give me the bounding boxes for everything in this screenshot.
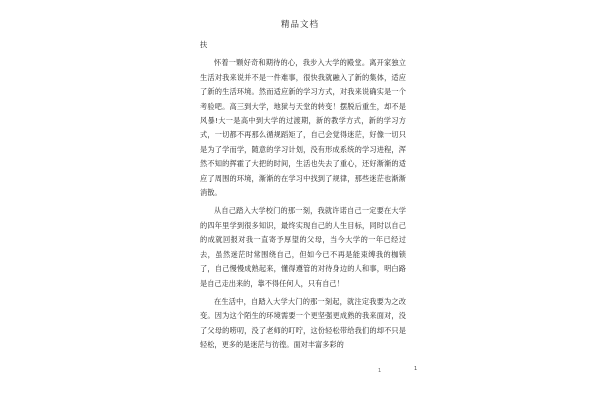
paragraph: 在生活中，自踏入大学大门的那一刻起，就注定我要为之改变。因为这个陌生的环境需要一个更坚强更成熟的我来面对，没了父母的唠叨，没了老师的叮咛，这份轻松带给我们的却不只是轻松，更多的是迷茫与彷徨。面对丰富多彩的 (200, 296, 406, 350)
paragraph: 怀着一颗好奇和期待的心，我步入大学的殿堂。离开家独立生活对我来说并不是一件难事，很快我就融入了新的集体，适应了新的生活环境。然而适应新的学习方式，对我来说确实是一个考验吧。高三到大学，地狱与天堂的转变！摆脱后重生，却不是风暴!大一是高中到大学的过渡期，新的教学方式，新的学习方式，一切都不再那么循规蹈矩了，自己会觉得迷茫，好像一切只是为了学而学，随意的学习计划，没有形成系统的学习进程，浑然不知的挥霍了大把的时间，生活也失去了重心，还好渐渐的适应了周围的环境，渐渐的在学习中找到了规律，那些迷茫也渐渐消散。 (200, 58, 406, 198)
page-mark: 1 (414, 366, 418, 372)
page-number: 1 (378, 368, 382, 374)
document-body (200, 38, 406, 353)
paragraph: 从自己踏入大学校门的那一刻，我就许诺自己一定要在大学的四年里学到很多知识，最终实现自己的人生目标，同时以自己的成就回报对我一直寄予厚望的父母，当今大学的一年已经过去，虽然迷茫时常围绕自己，但如今已不再是能束缚我的枷锁了，自己慢慢成熟起来，懂得遵管的对待身边的人和事，明白路是自己走出来的，靠不得任何人，只有自己！ (200, 206, 406, 288)
document-header: 精品文档 (280, 20, 319, 30)
opening-line: 扶 (200, 40, 208, 49)
